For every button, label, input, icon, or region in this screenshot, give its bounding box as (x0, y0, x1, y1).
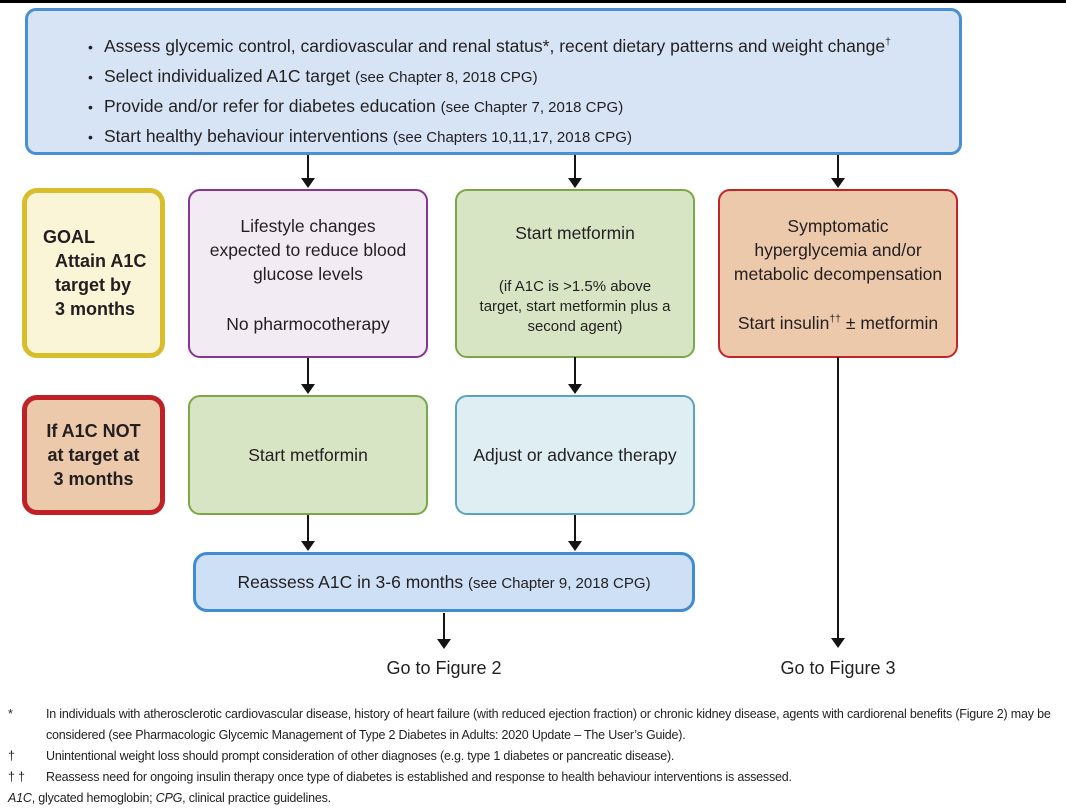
no-pharmocotherapy-text: No pharmocotherapy (226, 314, 390, 334)
goal-title: GOAL (43, 227, 95, 247)
footnote-text: A1C, glycated hemoglobin; CPG, clinical practice guidelines. (8, 791, 331, 805)
start-metformin-box (455, 189, 695, 358)
goal-body: Attain A1C target by 3 months (55, 251, 147, 319)
arrow-shaft (574, 357, 577, 386)
arrow-reassess-to-figure2 (437, 613, 451, 649)
footnote-text: In individuals with atherosclerotic cardiovascular disease, history of heart failure (with reduced ejection fraction) or chronic kidney disease, agents with cardiorenal benefits (Figure 2) may be considered (see Pharmacologic Glycemic Management of Type 2 Diabetes in Adults: 2020 Update – The User’s Guide). (46, 707, 1051, 742)
footnote-abbreviations (8, 788, 1062, 809)
arrow-head (437, 639, 451, 649)
arrow-head (831, 638, 845, 648)
arrow-shaft (443, 613, 446, 641)
top-border-line (0, 0, 1066, 3)
bullet-item (88, 122, 941, 152)
arrow-shaft (307, 155, 310, 180)
if-a1c-not-at-target-label-box: If A1C NOT at target at 3 months (22, 395, 165, 515)
lifestyle-primary-text: Lifestyle changes expected to reduce blood glucose levels (209, 216, 407, 284)
bullet-text: Start healthy behaviour interventions (see Chapters 10,11,17, 2018 CPG) (104, 126, 632, 146)
go-to-figure-3-label: Go to Figure 3 (780, 658, 896, 678)
bullet-icon (88, 32, 104, 62)
arrow-adjust-to-reassess (568, 515, 582, 551)
start-metformin-2-text: Start metformin (248, 444, 368, 465)
bullet-icon (88, 62, 104, 92)
assessment-box (25, 8, 962, 155)
arrow-head (568, 384, 582, 394)
arrow-top-to-metformin (568, 155, 582, 188)
reassess-text: Reassess A1C in 3-6 months (see Chapter 9, 2018 CPG) (237, 571, 651, 592)
arrow-head (568, 541, 582, 551)
bullet-icon (88, 92, 104, 122)
footnote-symbol: † (8, 749, 15, 763)
footnote-symbol: * (8, 707, 13, 721)
arrow-shaft (837, 155, 840, 180)
adjust-or-advance-therapy-box (455, 395, 695, 515)
arrow-top-to-symptomatic (831, 155, 845, 188)
arrow-head (568, 178, 582, 188)
arrow-shaft (837, 357, 840, 640)
arrow-metformin-to-adjust (568, 357, 582, 394)
bullet-icon (88, 122, 104, 152)
arrow-shaft (574, 155, 577, 180)
bullet-text: Provide and/or refer for diabetes education (see Chapter 7, 2018 CPG) (104, 96, 624, 116)
bullet-item (88, 32, 941, 62)
symptomatic-hyperglycemia-box (718, 189, 958, 358)
arrow-head (831, 178, 845, 188)
bullet-item (88, 92, 941, 122)
bullet-item (88, 62, 941, 92)
metformin-note-text: (if A1C is >1.5% above target, start metformin plus a second agent) (479, 278, 671, 335)
arrow-shaft (307, 358, 310, 386)
arrow-shaft (574, 515, 577, 543)
arrow-metformin2-to-reassess (301, 515, 315, 551)
footnote-text: Unintentional weight loss should prompt consideration of other diagnoses (e.g. type 1 diabetes or pancreatic disease). (46, 749, 675, 763)
arrow-head (301, 384, 315, 394)
bullet-text: Select individualized A1C target (see Chapter 8, 2018 CPG) (104, 66, 538, 86)
start-metformin-text: Start metformin (515, 223, 635, 243)
footnote-text: Reassess need for ongoing insulin therapy once type of diabetes is established and response to health behaviour interventions is assessed. (46, 770, 792, 784)
symptomatic-primary-text: Symptomatic hyperglycemia and/or metabolic decompensation (733, 216, 943, 284)
arrow-shaft (307, 515, 310, 543)
arrow-lifestyle-to-metformin2 (301, 358, 315, 394)
goal-label-box (22, 188, 165, 358)
lifestyle-changes-box (188, 189, 428, 358)
bullet-text: Assess glycemic control, cardiovascular and renal status*, recent dietary patterns and weight change† (104, 36, 891, 56)
arrow-head (301, 541, 315, 551)
start-metformin-2-box (188, 395, 428, 515)
footnotes-block (8, 704, 1062, 809)
adjust-therapy-text: Adjust or advance therapy (473, 444, 677, 465)
footnote-double-dagger (8, 767, 1062, 788)
arrow-head (301, 178, 315, 188)
footnote-dagger (8, 746, 1062, 767)
footnote-asterisk (8, 704, 1062, 746)
footnote-symbol: † † (8, 770, 25, 784)
go-to-figure-2-label: Go to Figure 2 (386, 658, 502, 678)
start-insulin-text: Start insulin†† ± metformin (737, 313, 939, 333)
reassess-a1c-box (193, 552, 695, 612)
arrow-top-to-lifestyle (301, 155, 315, 188)
arrow-symptomatic-to-figure3 (831, 357, 845, 648)
